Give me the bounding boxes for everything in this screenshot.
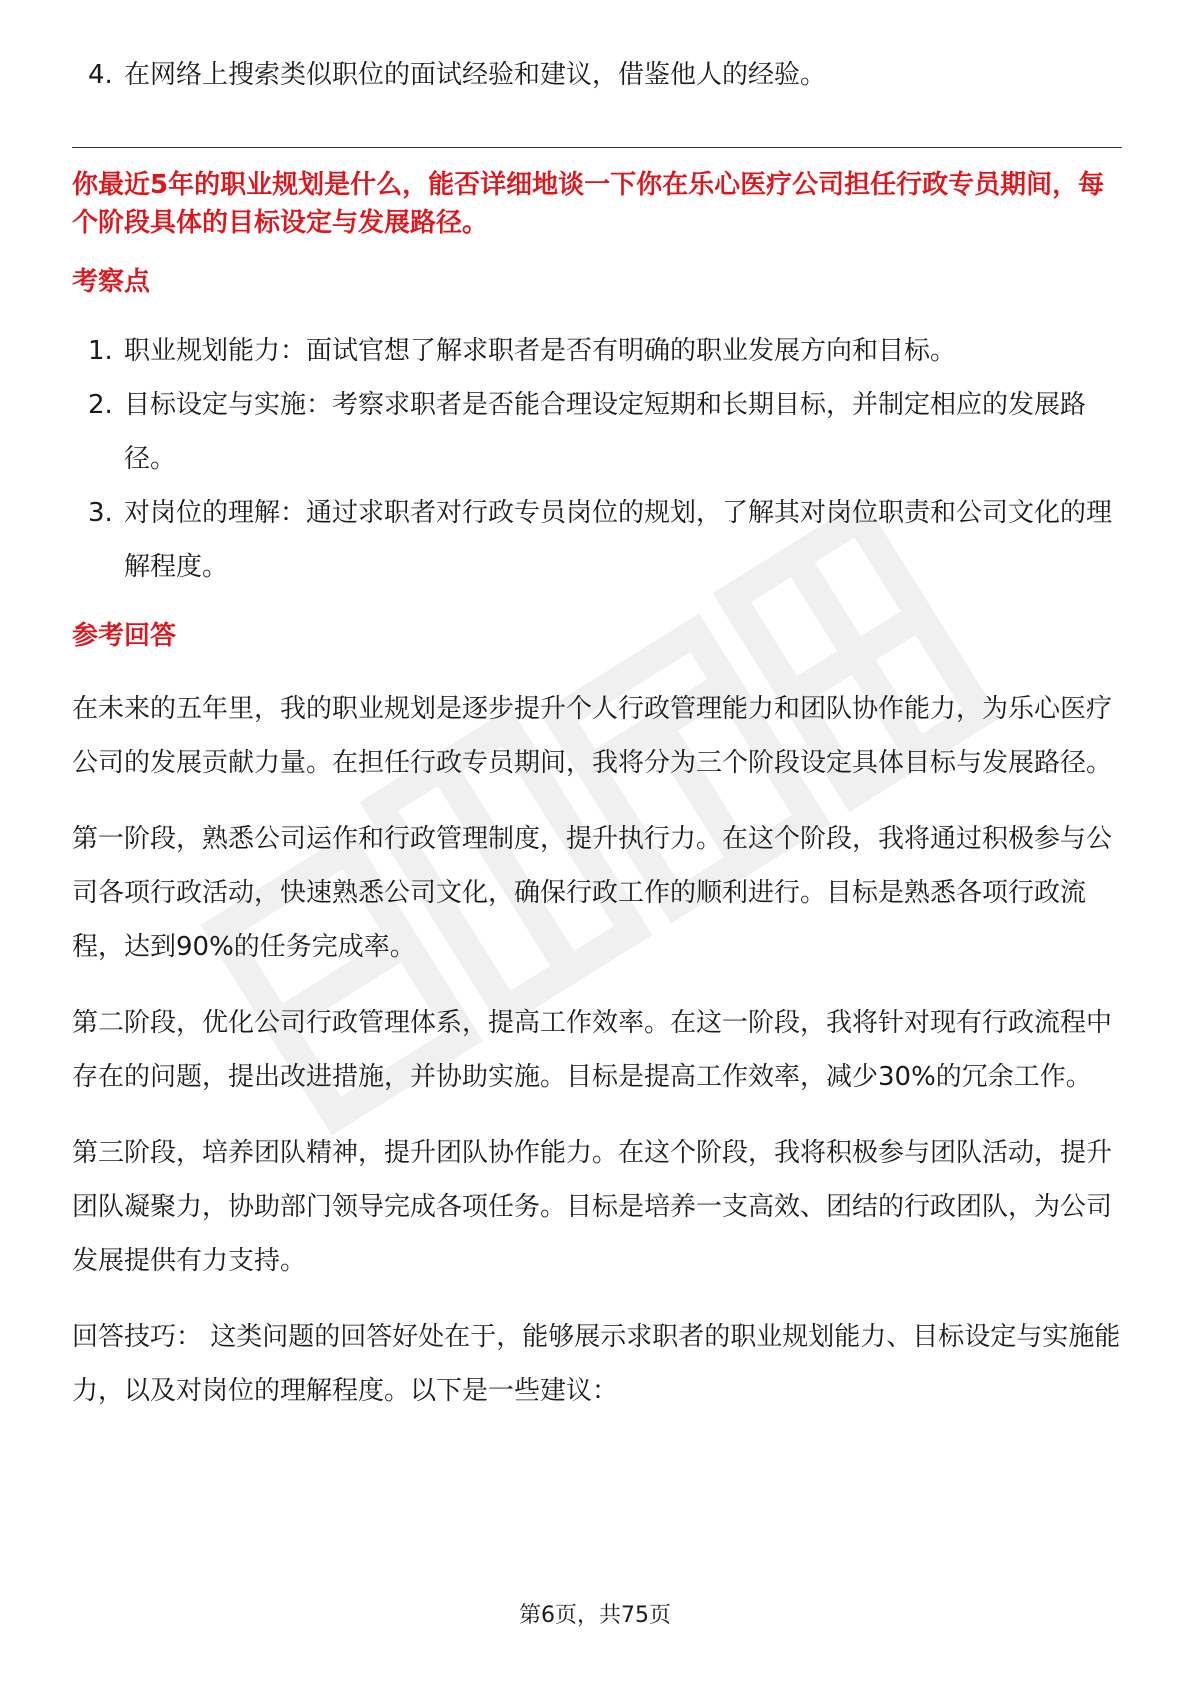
answer-tips-paragraph: 回答技巧： 这类问题的回答好处在于，能够展示求职者的职业规划能力、目标设定与实施能力，以及对岗位的理解程度。以下是一些建议： xyxy=(72,1322,1121,1406)
list-item-number: 4. xyxy=(88,60,113,90)
focus-item-text: 职业规划能力：面试官想了解求职者是否有明确的职业发展方向和目标。 xyxy=(124,336,957,366)
answer-section-title: 参考回答 xyxy=(72,621,177,651)
list-item xyxy=(72,50,1122,100)
list-item-text: 在网络上搜索类似职位的面试经验和建议，借鉴他人的经验。 xyxy=(124,60,827,90)
answer-paragraph: 第二阶段，优化公司行政管理体系，提高工作效率。在这一阶段，我将针对现有行政流程中存在的问题，提出改进措施，并协助实施。目标是提高工作效率，减少30%的冗余工作。 xyxy=(72,1008,1113,1092)
focus-list xyxy=(72,324,1122,594)
page-number-footer: 第6页，共75页 xyxy=(519,1603,671,1628)
section-divider xyxy=(72,147,1122,148)
focus-item-text: 目标设定与实施：考察求职者是否能合理设定短期和长期目标，并制定相应的发展路径。 xyxy=(124,390,1087,474)
focus-list-item xyxy=(72,324,1122,378)
focus-list-item xyxy=(72,486,1122,594)
focus-item-number: 1. xyxy=(88,336,113,366)
focus-item-number: 2. xyxy=(88,390,113,420)
answer-paragraph: 第一阶段，熟悉公司运作和行政管理制度，提升执行力。在这个阶段，我将通过积极参与公司各项行政活动，快速熟悉公司文化，确保行政工作的顺利进行。目标是熟悉各项行政流程，达到90%的任务完成率。 xyxy=(72,824,1113,962)
interview-question: 你最近5年的职业规划是什么，能否详细地谈一下你在乐心医疗公司担任行政专员期间，每个阶段具体的目标设定与发展路径。 xyxy=(72,170,1105,238)
answer-paragraph: 在未来的五年里，我的职业规划是逐步提升个人行政管理能力和团队协作能力，为乐心医疗公司的发展贡献力量。在担任行政专员期间，我将分为三个阶段设定具体目标与发展路径。 xyxy=(72,694,1113,778)
document-content xyxy=(72,50,1122,1418)
focus-section-title: 考察点 xyxy=(72,267,151,297)
focus-item-text: 对岗位的理解：通过求职者对行政专员岗位的规划，了解其对岗位职责和公司文化的理解程度。 xyxy=(124,498,1113,582)
focus-item-number: 3. xyxy=(88,498,113,528)
answer-paragraph: 第三阶段，培养团队精神，提升团队协作能力。在这个阶段，我将积极参与团队活动，提升团队凝聚力，协助部门领导完成各项任务。目标是培养一支高效、团结的行政团队，为公司发展提供有力支持。 xyxy=(72,1138,1113,1276)
focus-list-item xyxy=(72,378,1122,486)
